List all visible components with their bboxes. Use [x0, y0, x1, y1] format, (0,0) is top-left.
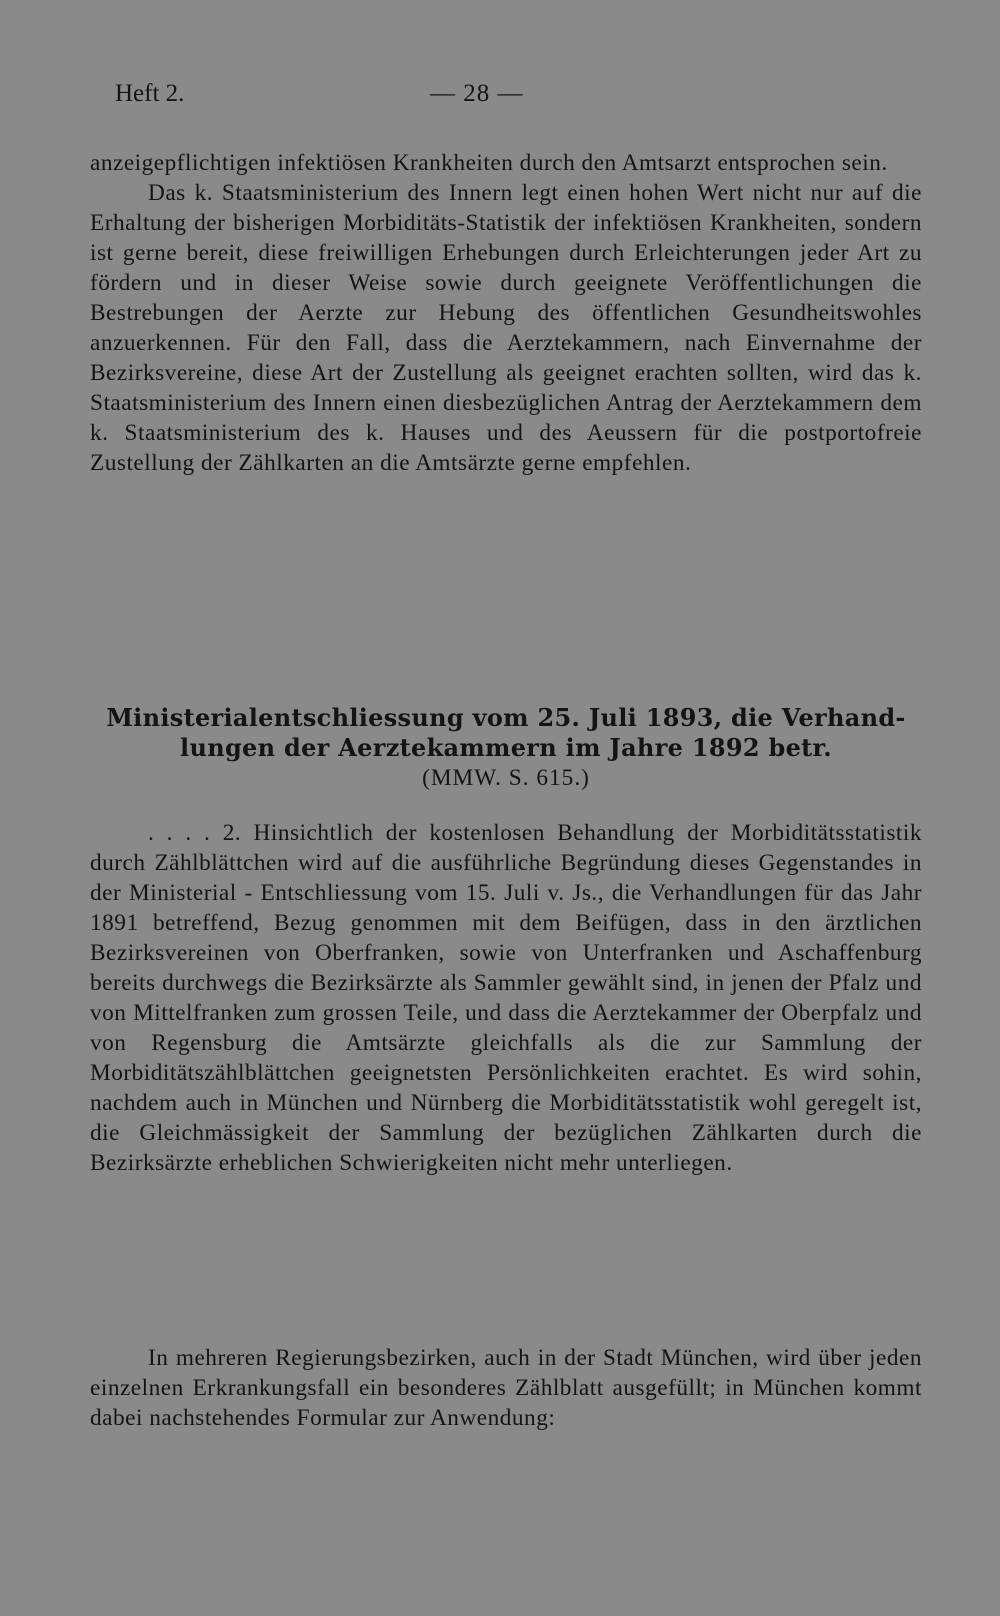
section-title-line2: lungen der Aerztekammern im Jahre 1892 betr.: [180, 733, 832, 762]
section-reference: (MMW. S. 615.): [422, 765, 590, 791]
paragraph-continuation: anzeigepflichtigen infektiösen Krankheiten durch den Amtsarzt entsprochen sein.: [90, 150, 888, 176]
section-title-line1: Ministerialentschliessung vom 25. Juli 1893, die Verhand-: [106, 703, 906, 732]
page-number: — 28 —: [430, 80, 524, 107]
text-block-top: [90, 148, 922, 478]
text-block-section: [90, 818, 922, 1178]
paragraph-zaehlblatt: In mehreren Regierungsbezirken, auch in der Stadt München, wird über jeden einzelnen Erkrankungsfall ein besonderes Zählblatt ausgefüllt; in München kommt dabei nachstehendes Formular zur Anwendung:: [90, 1345, 922, 1431]
running-head: [115, 80, 585, 120]
section-heading: [90, 703, 922, 793]
text-block-bottom: [90, 1343, 922, 1433]
paragraph-morbiditaetsstatistik: . . . . 2. Hinsichtlich der kostenlosen Behandlung der Morbiditätsstatistik durch Zählblättchen wird auf die ausführliche Begründung dieses Gegenstandes in der Ministerial - Entschliessung vom 15. Juli v. Js., die Verhandlungen für das Jahr 1891 betreffend, Bezug genommen mit dem Beifügen, dass in den ärztlichen Bezirksvereinen von Oberfranken, sowie von Unterfranken und Aschaffenburg bereits durchwegs die Bezirksärzte als Sammler gewählt sind, in jenen der Pfalz und von Mittelfranken zum grossen Teile, und dass die Aerztekammer der Oberpfalz und von Regensburg die Amtsärzte gleichfalls als die zur Sammlung der Morbiditätszählblättchen geeignetsten Persönlichkeiten erachtet. Es wird sohin, nachdem auch in München und Nürnberg die Morbiditätsstatistik wohl geregelt ist, die Gleichmässigkeit der Sammlung der bezüglichen Zählkarten durch die Bezirksärzte erheblichen Schwierigkeiten nicht mehr unterliegen.: [90, 820, 922, 1176]
paragraph-staatsministerium: Das k. Staatsministerium des Innern legt einen hohen Wert nicht nur auf die Erhaltung der bisherigen Morbiditäts-Statistik der infektiösen Krankheiten, sondern ist gerne bereit, diese freiwilligen Erhebungen durch Erleichterungen jeder Art zu fördern und in dieser Weise sowie durch geeignete Veröffentlichungen die Bestrebungen der Aerzte zur Hebung des öffentlichen Gesundheitswohles anzuerkennen. Für den Fall, dass die Aerztekammern, nach Einvernahme der Bezirksvereine, diese Art der Zustellung als geeignet erachten sollten, wird das k. Staatsministerium des Innern einen diesbezüglichen Antrag der Aerztekammern dem k. Staatsministerium des k. Hauses und des Aeussern für die postportofreie Zustellung der Zählkarten an die Amtsärzte gerne empfehlen.: [90, 180, 922, 476]
issue-label: Heft 2.: [115, 80, 185, 107]
